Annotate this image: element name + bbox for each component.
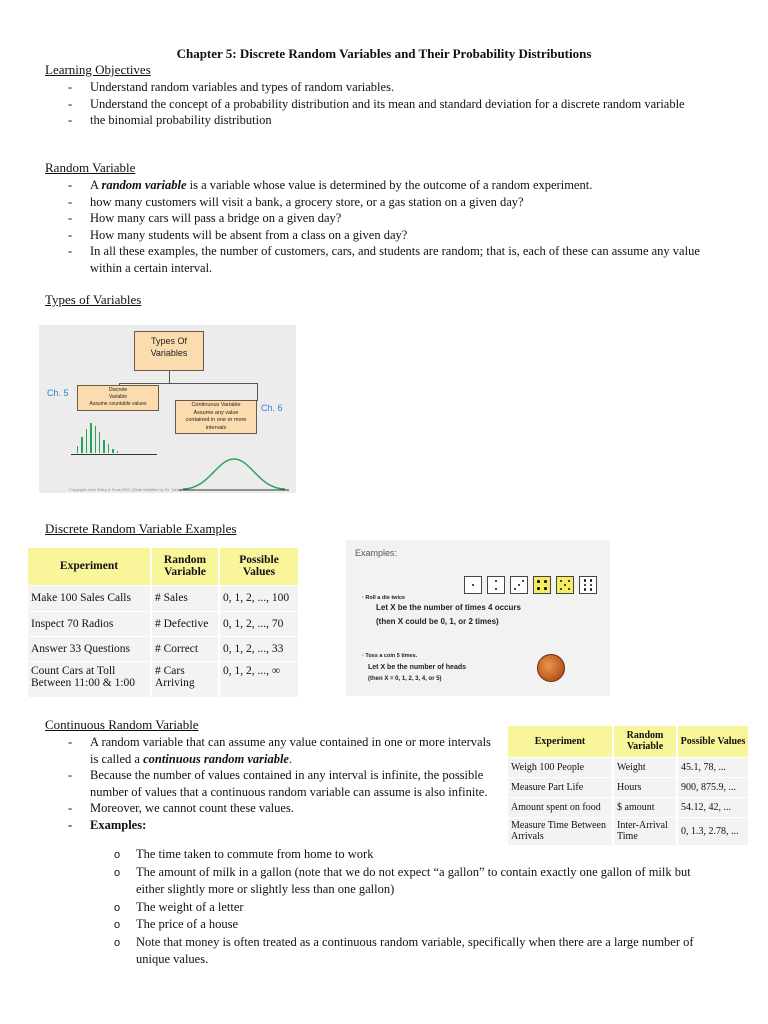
column-header: Random Variable <box>613 726 677 757</box>
die-face-1-icon <box>464 576 482 594</box>
column-header: Possible Values <box>219 548 298 585</box>
connector-line <box>119 383 257 384</box>
die-pip <box>514 588 517 591</box>
list-item <box>44 177 724 194</box>
definition-prefix: A random variable that can assume any value contained in one or more intervals is called a <box>90 735 491 766</box>
table-cell: Hours <box>613 777 677 797</box>
definition-prefix: A <box>90 178 99 192</box>
continuous-examples-table <box>508 726 748 845</box>
table-row <box>28 661 298 697</box>
ch5-label: Ch. 5 <box>47 388 69 398</box>
list-item: - Examples: <box>44 817 494 834</box>
die-pip <box>560 588 563 591</box>
table-cell: Measure Part Life <box>508 777 613 797</box>
list-item <box>44 734 494 767</box>
discrete-examples-heading: Discrete Random Variable Examples <box>45 521 237 536</box>
distribution-bar <box>99 432 100 453</box>
table-cell: Inspect 70 Radios <box>28 611 151 636</box>
die-pip <box>564 584 567 587</box>
table-row <box>508 757 748 777</box>
discrete-box-line: Assume countable values <box>89 401 147 407</box>
random-variable-heading: Random Variable <box>45 160 136 175</box>
coin-example-label: · Toss a coin 5 times. <box>362 653 418 659</box>
die-pip <box>590 579 593 582</box>
list-item: - How many students will be absent from a class on a given day? <box>44 227 724 244</box>
table-cell: 0, 1.3, 2.78, ... <box>677 817 748 845</box>
die-example-label: · Roll a die twice <box>362 595 406 601</box>
distribution-bar <box>77 446 78 454</box>
list-item: - Understand the concept of a probability distribution and its mean and standard deviation for a discrete random variable <box>44 96 724 113</box>
table-cell: 54.12, 42, ... <box>677 797 748 817</box>
list-item: - the binomial probability distribution <box>44 112 724 129</box>
die-pip <box>544 587 547 590</box>
table-cell: Measure Time Between Arrivals <box>508 817 613 845</box>
types-of-variables-diagram <box>39 325 296 493</box>
distribution-bar <box>81 437 82 454</box>
die-example-line2: (then X could be 0, 1, or 2 times) <box>376 617 499 626</box>
distribution-bar <box>103 440 104 454</box>
list-item: - Because the number of values contained in any interval is infinite, the possible number of values that a continuous random variable can assume is also infinite. <box>44 767 494 800</box>
distribution-bar <box>112 449 113 454</box>
table-cell: 45.1, 78, ... <box>677 757 748 777</box>
continuous-box-line: Assume any value <box>193 409 239 416</box>
list-item: o Note that money is often treated as a continuous random variable, specifically when there are a large number of unique values. <box>0 934 720 969</box>
die-pip <box>537 580 540 583</box>
table-cell: 900, 875.9, ... <box>677 777 748 797</box>
die-face-6-icon <box>579 576 597 594</box>
die-face-3-icon <box>510 576 528 594</box>
die-pip <box>518 584 521 587</box>
page-title: Chapter 5: Discrete Random Variables and Their Probability Distributions <box>176 46 592 61</box>
list-item: - How many cars will pass a bridge on a given day? <box>44 210 724 227</box>
continuous-examples-list <box>0 846 720 969</box>
coin-example-line1: Let X be the number of heads <box>368 664 467 671</box>
column-header: Experiment <box>508 726 613 757</box>
connector-line <box>169 371 170 383</box>
column-header: Random Variable <box>151 548 219 585</box>
table-cell: # Sales <box>151 585 219 611</box>
discrete-examples-table <box>28 548 298 697</box>
die-face-4-icon <box>533 576 551 594</box>
coin-example-label-text: Toss a coin 5 times. <box>365 653 418 659</box>
list-item: o The price of a house <box>0 916 720 934</box>
examples-title: Examples: <box>355 548 398 558</box>
die-face-5-icon <box>556 576 574 594</box>
list-item: - how many customers will visit a bank, a grocery store, or a gas station on a given day? <box>44 194 724 211</box>
random-variable-list <box>44 177 724 276</box>
definition-suffix: is a variable whose value is determined by the outcome of a random experiment. <box>189 178 593 192</box>
continuous-box-line: contained in one or more <box>185 417 247 423</box>
list-item: o The weight of a letter <box>0 899 720 917</box>
column-header: Experiment <box>28 548 151 585</box>
continuous-random-variable-term: continuous random variable <box>143 751 289 766</box>
distribution-bar <box>95 426 96 453</box>
discrete-axis <box>71 454 157 455</box>
die-face-2-icon <box>487 576 505 594</box>
table-row <box>508 777 748 797</box>
continuous-distribution-sketch <box>179 455 289 493</box>
penny-icon <box>537 654 565 682</box>
types-box-label: Types Of Variables <box>150 336 188 358</box>
die-pip <box>568 580 571 583</box>
die-pip <box>537 587 540 590</box>
table-cell: Weigh 100 People <box>508 757 613 777</box>
die-example-label-text: Roll a die twice <box>365 595 406 601</box>
die-pip <box>522 580 525 583</box>
continuous-box-line: intervals <box>205 424 227 431</box>
connector-line <box>257 383 258 401</box>
copyright-note: Copyright John Wiley & Sons 2007 (Slide Modified by Dr. Tahir) <box>69 487 181 492</box>
table-cell: # Defective <box>151 611 219 636</box>
table-cell: 0, 1, 2, ..., ∞ <box>219 661 298 697</box>
definition-suffix: . <box>288 751 293 766</box>
list-item: - In all these examples, the number of customers, cars, and students are random; that is, each of these can assume any value within a certain interval. <box>44 243 724 276</box>
distribution-bar <box>86 429 87 453</box>
table-cell: # Correct <box>151 636 219 661</box>
table-cell: Amount spent on food <box>508 797 613 817</box>
table-cell: Count Cars at Toll Between 11:00 & 1:00 <box>28 661 151 697</box>
discrete-box-line: Variable <box>109 394 127 400</box>
table-header-row <box>28 548 298 585</box>
learning-objectives-heading: Learning Objectives <box>45 62 151 77</box>
continuous-heading: Continuous Random Variable <box>45 717 199 732</box>
die-pip <box>495 580 498 583</box>
die-pip <box>584 584 587 587</box>
die-pip <box>590 588 593 591</box>
continuous-variable-box <box>175 400 257 434</box>
die-pip <box>560 580 563 583</box>
list-item: - Moreover, we cannot count these values. <box>44 800 494 817</box>
table-row <box>508 817 748 845</box>
continuous-box-line: Continuous Variable <box>191 402 241 408</box>
types-of-variables-heading: Types of Variables <box>45 292 142 307</box>
random-variable-term: random variable <box>101 178 187 192</box>
die-pip <box>584 588 587 591</box>
learning-objectives-list <box>44 79 724 129</box>
types-box <box>134 331 204 371</box>
die-pip <box>568 588 571 591</box>
table-cell: Make 100 Sales Calls <box>28 585 151 611</box>
table-cell: Inter-Arrival Time <box>613 817 677 845</box>
list-item: o The amount of milk in a gallon (note that we do not expect “a gallon” to contain exactly one gallon of milk but either slightly more or slightly less than one gallon) <box>0 864 720 899</box>
table-row <box>28 611 298 636</box>
table-header-row <box>508 726 748 757</box>
distribution-bar <box>117 451 118 453</box>
distribution-bar <box>90 423 91 453</box>
table-cell: $ amount <box>613 797 677 817</box>
list-item: o The time taken to commute from home to work <box>0 846 720 864</box>
die-example-line1: Let X be the number of times 4 occurs <box>376 603 521 612</box>
die-pip <box>590 584 593 587</box>
discrete-variable-box <box>77 385 159 411</box>
table-cell: Answer 33 Questions <box>28 636 151 661</box>
ch6-label: Ch. 6 <box>261 403 283 413</box>
table-cell: Weight <box>613 757 677 777</box>
table-row <box>28 636 298 661</box>
die-pip <box>584 579 587 582</box>
die-pip <box>495 588 498 591</box>
distribution-bar <box>108 444 109 453</box>
continuous-list <box>44 734 494 833</box>
table-row <box>28 585 298 611</box>
table-cell: 0, 1, 2, ..., 100 <box>219 585 298 611</box>
examples-figure <box>346 540 610 696</box>
die-pip <box>544 580 547 583</box>
list-item: - Understand random variables and types of random variables. <box>44 79 724 96</box>
table-cell: # Cars Arriving <box>151 661 219 697</box>
table-row <box>508 797 748 817</box>
die-pip <box>472 584 475 587</box>
column-header: Possible Values <box>677 726 748 757</box>
coin-example-line2: (then X = 0, 1, 2, 3, 4, or 5) <box>368 676 442 682</box>
table-cell: 0, 1, 2, ..., 33 <box>219 636 298 661</box>
discrete-distribution-sketch <box>77 423 125 453</box>
table-cell: 0, 1, 2, ..., 70 <box>219 611 298 636</box>
discrete-box-line: Discrete <box>108 387 128 393</box>
